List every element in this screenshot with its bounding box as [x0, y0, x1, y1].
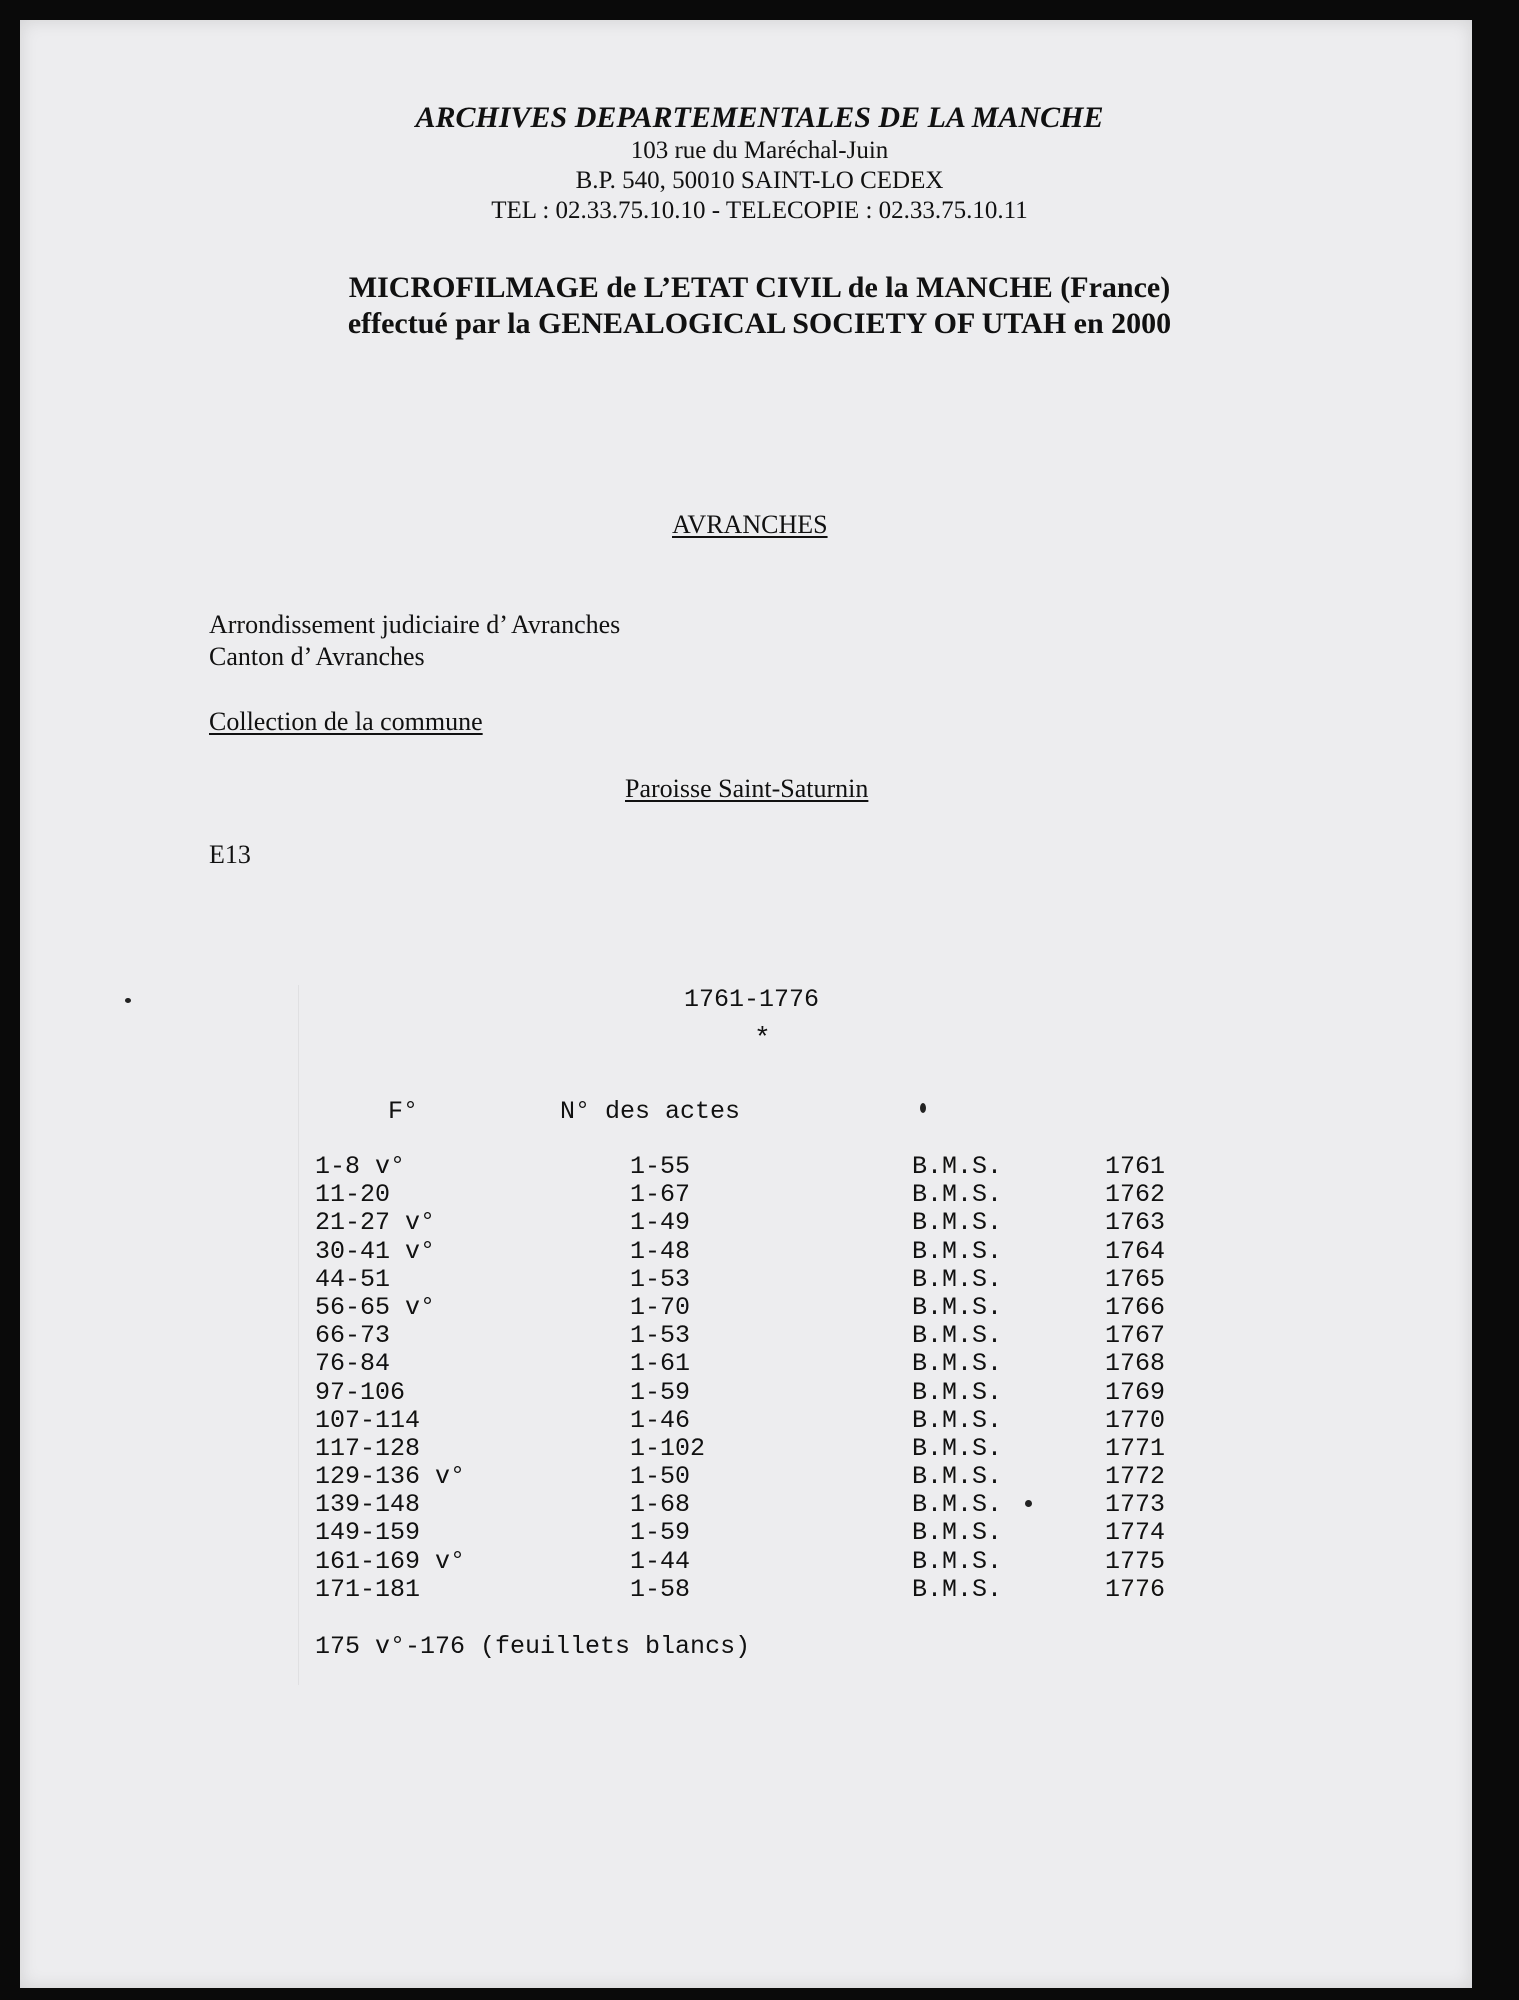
year-cell: 1769 [1105, 1377, 1166, 1407]
year-cell: 1771 [1105, 1433, 1166, 1463]
year-cell: 1767 [1105, 1321, 1166, 1351]
folio-cell: 171-181 [315, 1574, 421, 1604]
folio-cell: 139-148 [315, 1490, 421, 1520]
year-cell: 1772 [1105, 1462, 1166, 1492]
archive-header [0, 100, 1519, 226]
year-cell: 1765 [1105, 1264, 1166, 1294]
year-cell: 1775 [1105, 1546, 1166, 1576]
cote-label: E13 [209, 840, 251, 869]
actes-cell: 1-55 [630, 1152, 691, 1181]
type-cell: B.M.S. [912, 1208, 1003, 1238]
arrondissement: Arrondissement judiciaire d’ Avranches [209, 610, 621, 639]
folio-cell: 56-65 v° [315, 1292, 436, 1322]
actes-cell: 1-53 [630, 1264, 691, 1294]
type-cell: B.M.S. [912, 1321, 1003, 1351]
folio-cell: 30-41 v° [315, 1236, 436, 1266]
folio-cell: 97-106 [315, 1377, 406, 1407]
year-cell: 1776 [1105, 1574, 1166, 1604]
title-line-2: effectué par la GENEALOGICAL SOCIETY OF UTAH en 2000 [347, 307, 1172, 340]
actes-cell: 1-46 [630, 1405, 691, 1435]
actes-cell: 1-59 [630, 1377, 691, 1407]
collection-label: Collection de la commune [209, 707, 483, 736]
type-cell: B.M.S. [912, 1490, 1003, 1520]
actes-cell: 1-61 [630, 1349, 691, 1379]
folio-cell: 1-8 v° [315, 1152, 406, 1181]
folio-cell: 66-73 [315, 1321, 391, 1351]
phone-line: TEL : 02.33.75.10.10 - TELECOPIE : 02.33.75.10.11 [491, 197, 1028, 224]
year-cell: 1768 [1105, 1349, 1166, 1379]
actes-cell: 1-68 [630, 1490, 691, 1520]
actes-cell: 1-44 [630, 1546, 691, 1576]
year-cell: 1764 [1105, 1236, 1166, 1266]
type-cell: B.M.S. [912, 1180, 1003, 1210]
header-folio: F° [388, 1097, 419, 1126]
actes-cell: 1-58 [630, 1574, 691, 1604]
year-cell: 1761 [1105, 1152, 1166, 1181]
folio-cell: 161-169 v° [315, 1546, 466, 1576]
ink-speck [1025, 1500, 1032, 1507]
blank-leaves-note: 175 v°-176 (feuillets blancs) [315, 1632, 751, 1661]
type-cell: B.M.S. [912, 1574, 1003, 1604]
year-cell: 1766 [1105, 1292, 1166, 1322]
folio-cell: 44-51 [315, 1264, 391, 1294]
year-cell: 1773 [1105, 1490, 1166, 1520]
header-actes: N° des actes [560, 1097, 741, 1126]
folio-cell: 117-128 [315, 1433, 421, 1463]
canton: Canton d’ Avranches [209, 642, 425, 671]
type-cell: B.M.S. [912, 1377, 1003, 1407]
institution-name: ARCHIVES DEPARTEMENTALES DE LA MANCHE [415, 101, 1104, 134]
actes-cell: 1-67 [630, 1180, 691, 1210]
address-line-2: B.P. 540, 50010 SAINT-LO CEDEX [575, 167, 944, 194]
ink-speck [920, 1103, 926, 1113]
asterisk-mark: * [754, 1024, 771, 1055]
actes-cell: 1-48 [630, 1236, 691, 1266]
folio-cell: 107-114 [315, 1405, 421, 1435]
actes-cell: 1-59 [630, 1518, 691, 1548]
address-line-1: 103 rue du Maréchal-Juin [630, 137, 889, 164]
folio-cell: 11-20 [315, 1180, 391, 1210]
year-cell: 1774 [1105, 1518, 1166, 1548]
actes-cell: 1-70 [630, 1292, 691, 1322]
folio-cell: 149-159 [315, 1518, 421, 1548]
document-title [0, 270, 1519, 342]
actes-cell: 1-49 [630, 1208, 691, 1238]
actes-cell: 1-53 [630, 1321, 691, 1351]
actes-cell: 1-50 [630, 1462, 691, 1492]
folio-cell: 76-84 [315, 1349, 391, 1379]
type-cell: B.M.S. [912, 1405, 1003, 1435]
paroisse-label: Paroisse Saint-Saturnin [625, 774, 869, 803]
type-cell: B.M.S. [912, 1349, 1003, 1379]
type-cell: B.M.S. [912, 1433, 1003, 1463]
type-cell: B.M.S. [912, 1518, 1003, 1548]
year-cell: 1770 [1105, 1405, 1166, 1435]
type-cell: B.M.S. [912, 1462, 1003, 1492]
scan-artifact-line [298, 985, 299, 1685]
type-cell: B.M.S. [912, 1264, 1003, 1294]
ink-speck [125, 998, 131, 1003]
folio-cell: 21-27 v° [315, 1208, 436, 1238]
type-cell: B.M.S. [912, 1236, 1003, 1266]
folio-cell: 129-136 v° [315, 1462, 466, 1492]
period-label: 1761-1776 [684, 985, 820, 1014]
year-cell: 1762 [1105, 1180, 1166, 1210]
type-cell: B.M.S. [912, 1546, 1003, 1576]
type-cell: B.M.S. [912, 1292, 1003, 1322]
year-cell: 1763 [1105, 1208, 1166, 1238]
title-line-1: MICROFILMAGE de L’ETAT CIVIL de la MANCHE (France) [348, 271, 1171, 304]
actes-cell: 1-102 [630, 1433, 706, 1463]
type-cell: B.M.S. [912, 1152, 1003, 1181]
commune-name: AVRANCHES [672, 510, 828, 539]
